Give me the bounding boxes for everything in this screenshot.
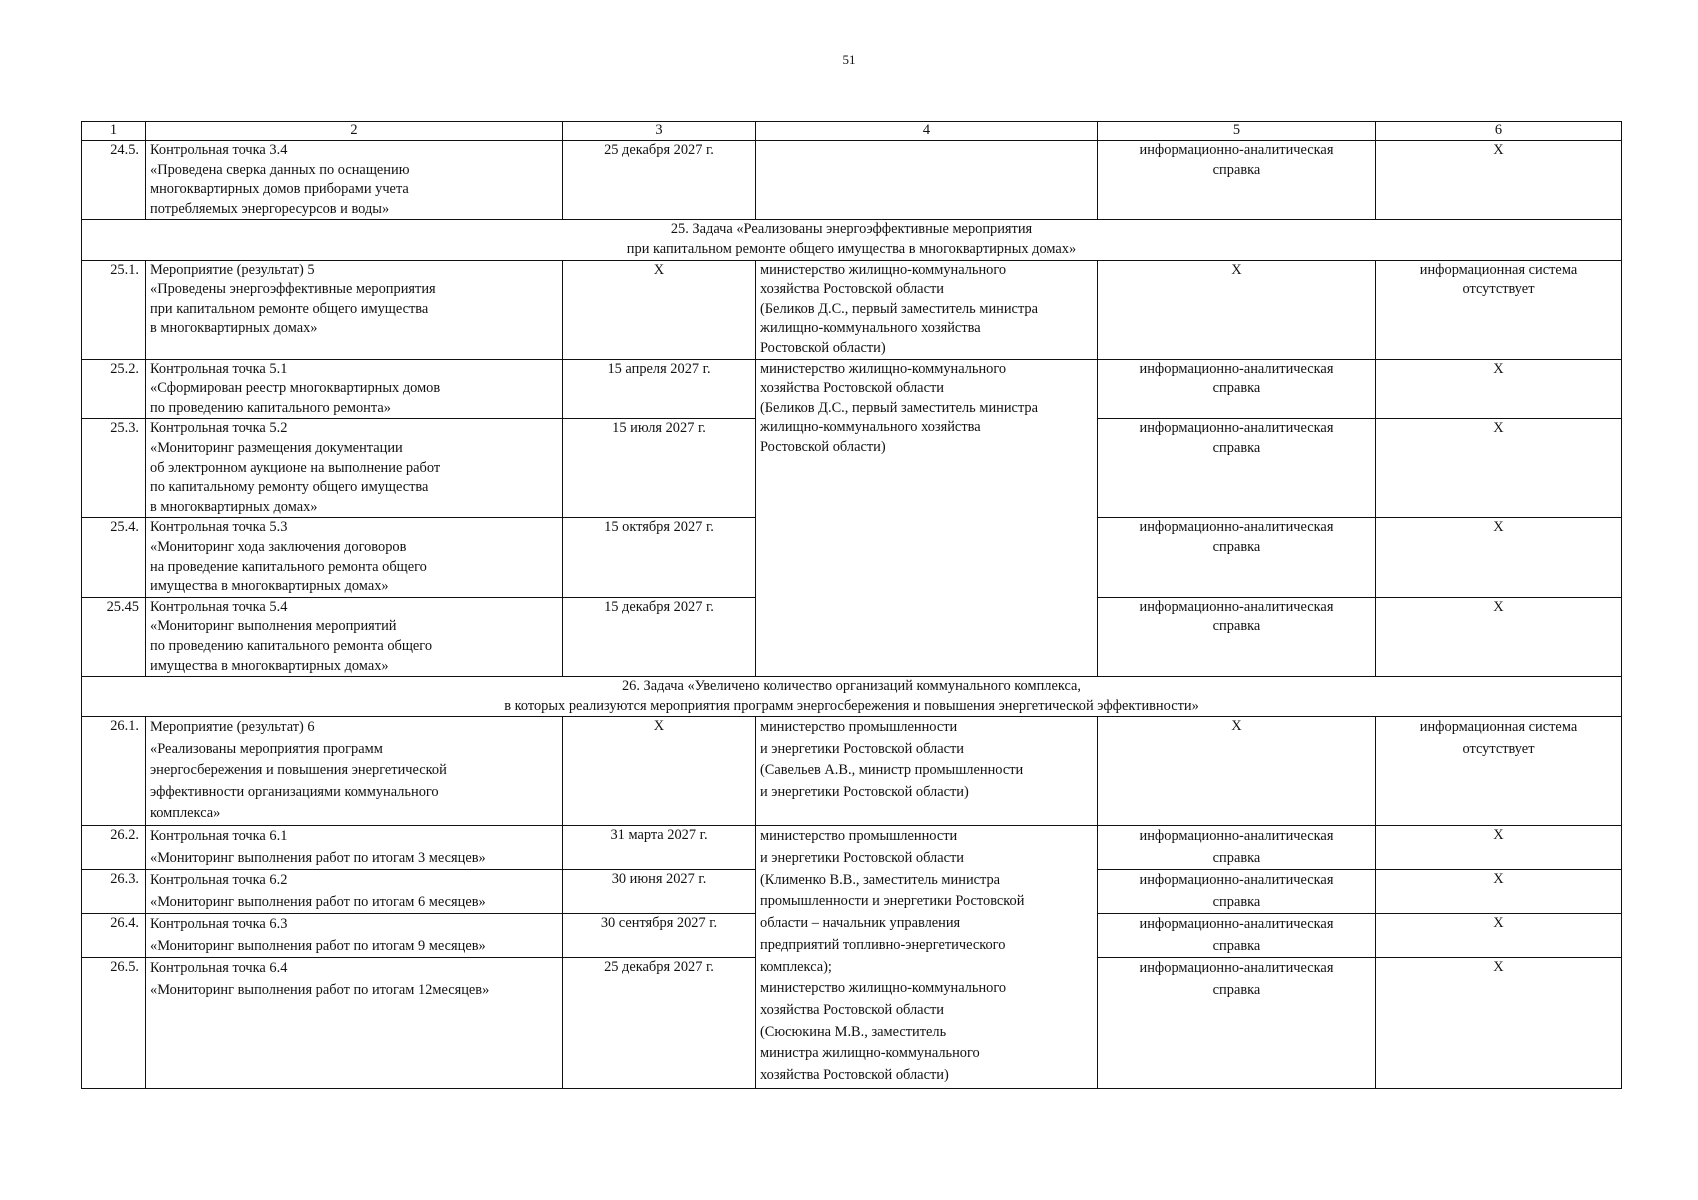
- row-document: информационно-аналитическая справка: [1098, 914, 1376, 958]
- row-date: 25 декабря 2027 г.: [563, 141, 756, 220]
- row-system: Х: [1376, 141, 1622, 220]
- row-number: 26.5.: [82, 958, 146, 1089]
- row-date: 30 сентября 2027 г.: [563, 914, 756, 958]
- row-system: Х: [1376, 826, 1622, 870]
- section-row: [82, 677, 1622, 717]
- row-responsible: министерство промышленности и энергетики Ростовской области (Савельев А.В., министр промышленности и энергетики Ростовской области): [756, 717, 1098, 826]
- row-name: Контрольная точка 6.4 «Мониторинг выполнения работ по итогам 12месяцев»: [146, 958, 563, 1089]
- row-date: Х: [563, 260, 756, 359]
- row-document: информационно-аналитическая справка: [1098, 870, 1376, 914]
- row-document: информационно-аналитическая справка: [1098, 597, 1376, 676]
- row-date: 25 декабря 2027 г.: [563, 958, 756, 1089]
- row-number: 26.2.: [82, 826, 146, 870]
- row-document: информационно-аналитическая справка: [1098, 958, 1376, 1089]
- row-number: 26.3.: [82, 870, 146, 914]
- row-document: информационно-аналитическая справка: [1098, 518, 1376, 597]
- table-row: [82, 260, 1622, 359]
- row-date: 15 апреля 2027 г.: [563, 359, 756, 419]
- row-responsible: министерство жилищно-коммунального хозяйства Ростовской области (Беликов Д.С., первый заместитель министра жилищно-коммунального хозяйства Ростовской области): [756, 359, 1098, 677]
- row-number: 25.3.: [82, 419, 146, 518]
- row-system: информационная система отсутствует: [1376, 717, 1622, 826]
- row-number: 25.4.: [82, 518, 146, 597]
- page-number: 51: [842, 52, 856, 67]
- row-system: Х: [1376, 958, 1622, 1089]
- row-name: Контрольная точка 5.2 «Мониторинг размещения документации об электронном аукционе на выполнение работ по капитальному ремонту общего имущества в многоквартирных домах»: [146, 419, 563, 518]
- row-system: Х: [1376, 597, 1622, 676]
- header-cell: 4: [756, 122, 1098, 141]
- row-responsible: министерство промышленности и энергетики Ростовской области (Клименко В.В., заместитель министра промышленности и энергетики Ростовской области – начальник управления предприятий топливно-энергетического комплекса); министерство жилищно-коммунального хозяйства Ростовской области (Сюсюкина М.В., заместитель министра жилищно-коммунального хозяйства Ростовской области): [756, 826, 1098, 1089]
- row-number: 26.4.: [82, 914, 146, 958]
- row-system: Х: [1376, 870, 1622, 914]
- row-document: информационно-аналитическая справка: [1098, 141, 1376, 220]
- row-document: информационно-аналитическая справка: [1098, 419, 1376, 518]
- row-name: Контрольная точка 5.4 «Мониторинг выполнения мероприятий по проведению капитального ремонта общего имущества в многоквартирных домах»: [146, 597, 563, 676]
- row-date: 15 октября 2027 г.: [563, 518, 756, 597]
- row-name: Контрольная точка 5.1 «Сформирован реестр многоквартирных домов по проведению капитального ремонта»: [146, 359, 563, 419]
- table-row: [82, 717, 1622, 826]
- header-cell: 3: [563, 122, 756, 141]
- row-system: Х: [1376, 419, 1622, 518]
- row-system: Х: [1376, 359, 1622, 419]
- header-cell: 5: [1098, 122, 1376, 141]
- row-document: Х: [1098, 260, 1376, 359]
- row-date: 15 июля 2027 г.: [563, 419, 756, 518]
- row-number: 25.2.: [82, 359, 146, 419]
- header-cell: 2: [146, 122, 563, 141]
- row-number: 24.5.: [82, 141, 146, 220]
- section-title: 26. Задача «Увеличено количество организаций коммунального комплекса, в которых реализуются мероприятия программ энергосбережения и повышения энергетической эффективности»: [82, 677, 1622, 717]
- row-name: Контрольная точка 6.2 «Мониторинг выполнения работ по итогам 6 месяцев»: [146, 870, 563, 914]
- row-name: Мероприятие (результат) 5 «Проведены энергоэффективные мероприятия при капитальном ремонте общего имущества в многоквартирных домах»: [146, 260, 563, 359]
- header-cell: 1: [82, 122, 146, 141]
- section-title: 25. Задача «Реализованы энергоэффективные мероприятия при капитальном ремонте общего имущества в многоквартирных домах»: [82, 220, 1622, 260]
- row-system: информационная система отсутствует: [1376, 260, 1622, 359]
- row-name: Контрольная точка 6.3 «Мониторинг выполнения работ по итогам 9 месяцев»: [146, 914, 563, 958]
- header-row: [82, 122, 1622, 141]
- row-name: Мероприятие (результат) 6 «Реализованы мероприятия программ энергосбережения и повышения энергетической эффективности организациями коммунального комплекса»: [146, 717, 563, 826]
- row-system: Х: [1376, 914, 1622, 958]
- row-number: 26.1.: [82, 717, 146, 826]
- row-name: Контрольная точка 5.3 «Мониторинг хода заключения договоров на проведение капитального ремонта общего имущества в многоквартирных домах»: [146, 518, 563, 597]
- table-row: [82, 826, 1622, 870]
- row-responsible: министерство жилищно-коммунального хозяйства Ростовской области (Беликов Д.С., первый заместитель министра жилищно-коммунального хозяйства Ростовской области): [756, 260, 1098, 359]
- row-date: 30 июня 2027 г.: [563, 870, 756, 914]
- row-number: 25.45: [82, 597, 146, 676]
- document-table: [81, 121, 1622, 1089]
- header-cell: 6: [1376, 122, 1622, 141]
- row-responsible: [756, 141, 1098, 220]
- row-document: Х: [1098, 717, 1376, 826]
- row-document: информационно-аналитическая справка: [1098, 826, 1376, 870]
- row-date: Х: [563, 717, 756, 826]
- row-system: Х: [1376, 518, 1622, 597]
- table-row: [82, 141, 1622, 220]
- row-date: 15 декабря 2027 г.: [563, 597, 756, 676]
- section-row: [82, 220, 1622, 260]
- table-row: [82, 359, 1622, 419]
- row-name: Контрольная точка 6.1 «Мониторинг выполнения работ по итогам 3 месяцев»: [146, 826, 563, 870]
- row-name: Контрольная точка 3.4 «Проведена сверка данных по оснащению многоквартирных домов приборами учета потребляемых энергоресурсов и воды»: [146, 141, 563, 220]
- row-number: 25.1.: [82, 260, 146, 359]
- row-document: информационно-аналитическая справка: [1098, 359, 1376, 419]
- row-date: 31 марта 2027 г.: [563, 826, 756, 870]
